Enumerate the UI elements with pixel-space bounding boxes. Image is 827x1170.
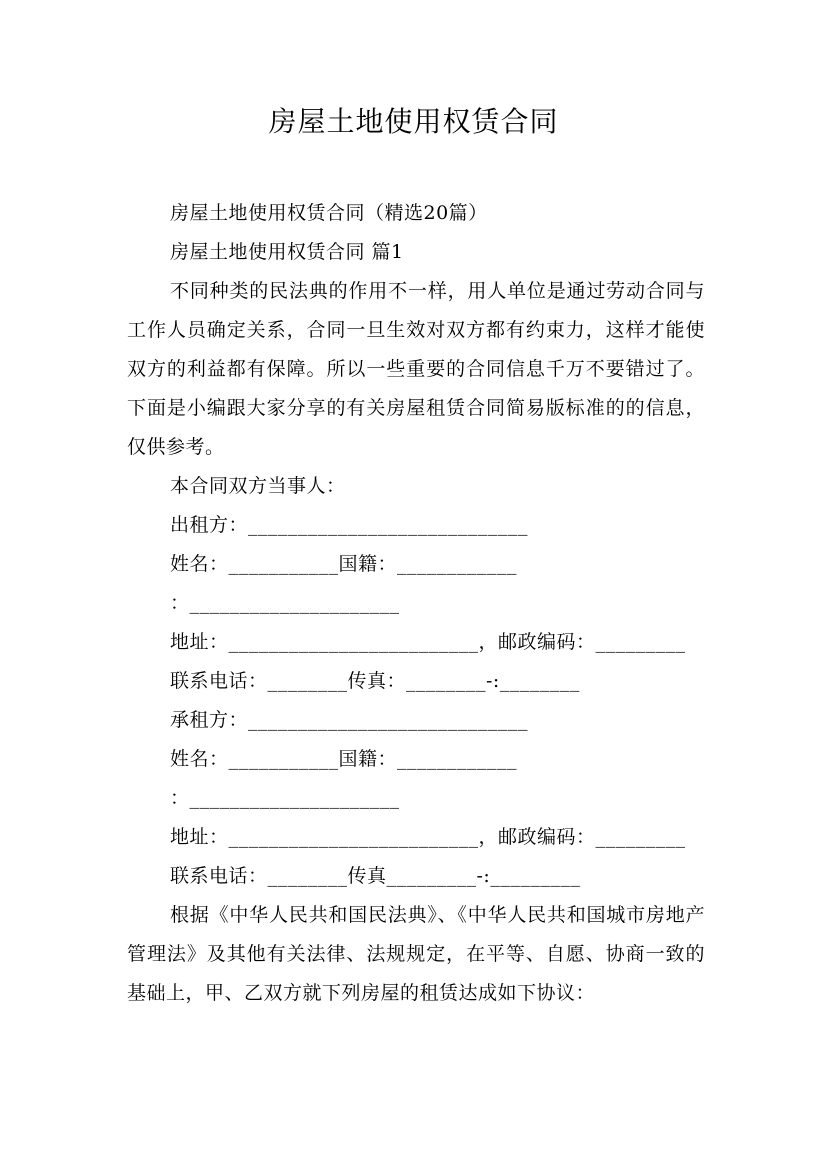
lessee-address-line: 地址：_________________________，邮政编码：_________ — [170, 826, 686, 848]
subtitle-line: 房屋土地使用权赁合同（精选20篇） — [170, 202, 488, 224]
document-title: 房屋土地使用权赁合同 — [268, 105, 559, 138]
lessor-line: 出租方：____________________________ — [170, 514, 529, 536]
lessor-name-nationality-line: 姓名：___________国籍：____________ — [170, 553, 518, 575]
lessee-blank-line: ：_____________________ — [170, 787, 400, 809]
parties-heading: 本合同双方当事人： — [170, 475, 346, 497]
lessee-line: 承租方：____________________________ — [170, 709, 529, 731]
lessor-blank-line: ：_____________________ — [170, 592, 400, 614]
lessee-name-nationality-line: 姓名：___________国籍：____________ — [170, 748, 518, 770]
document-body — [127, 194, 705, 1013]
lessor-address-line: 地址：_________________________，邮政编码：_________ — [170, 631, 686, 653]
chapter-heading: 房屋土地使用权赁合同 篇1 — [170, 241, 404, 263]
lessor-phone-fax-line: 联系电话：________传真：________-:________ — [170, 670, 580, 692]
lessee-phone-fax-line: 联系电话：________传真_________-:_________ — [170, 865, 581, 887]
legal-basis-paragraph: 根据《中华人民共和国民法典》、《中华人民共和国城市房地产管理法》及其他有关法律、法规规定，在平等、自愿、协商一致的基础上，甲、乙双方就下列房屋的租赁达成如下协议： — [127, 904, 705, 1004]
intro-paragraph: 不同种类的民法典的作用不一样，用人单位是通过劳动合同与工作人员确定关系，合同一旦生效对双方都有约束力，这样才能使双方的利益都有保障。所以一些重要的合同信息千万不要错过了。下面是小编跟大家分享的有关房屋租赁合同简易版标准的的信息，仅供参考。 — [127, 280, 705, 458]
